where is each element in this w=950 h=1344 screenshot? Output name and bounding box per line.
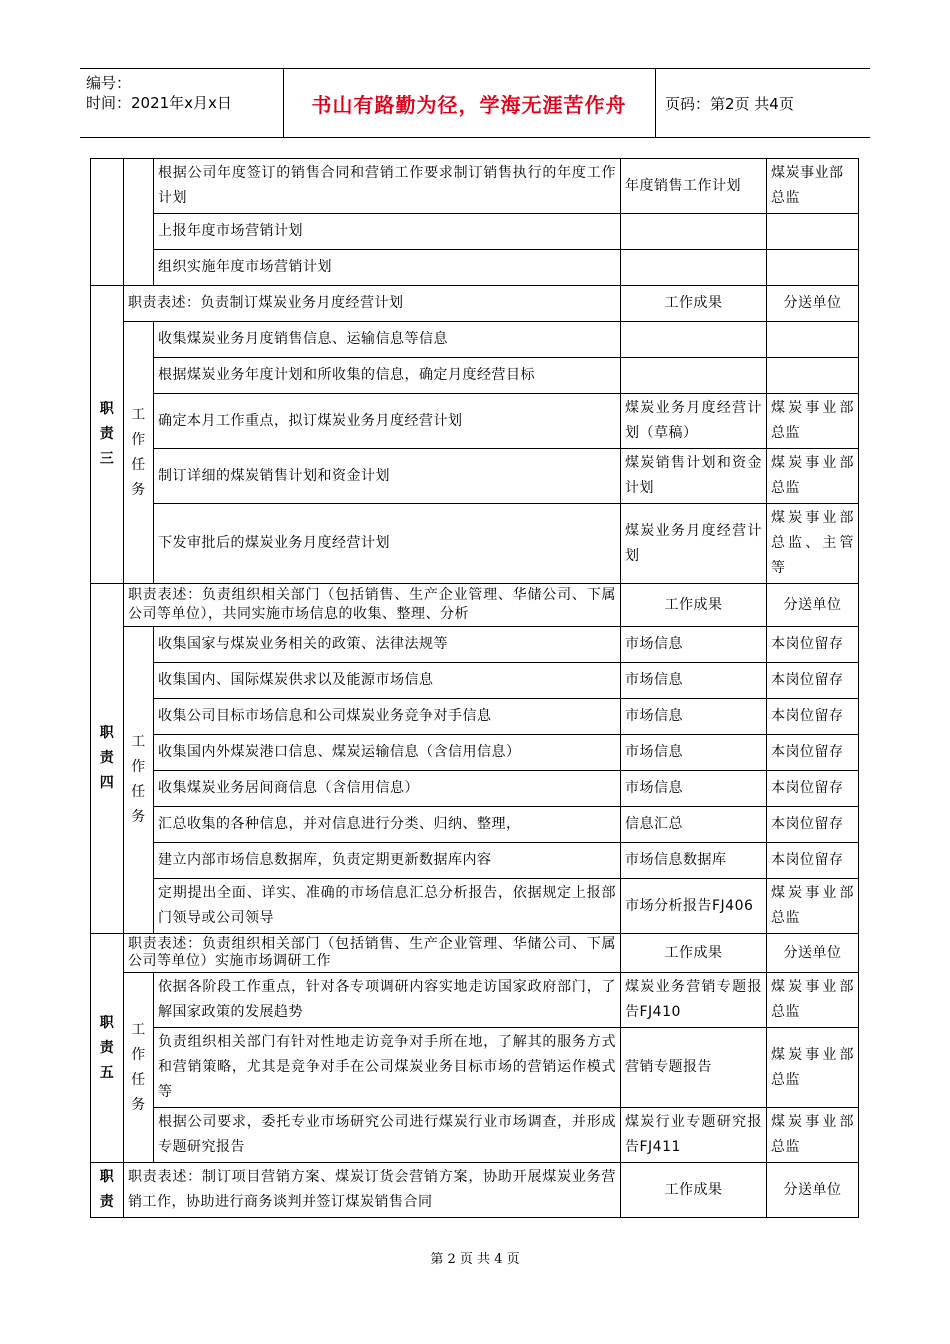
work-result-header: 工作成果: [621, 584, 767, 627]
result-cell: 年度销售工作计划: [621, 159, 767, 214]
result-cell: [621, 250, 767, 286]
distribution-header: 分送单位: [767, 286, 859, 322]
task-cell: 确定本月工作重点，拟订煤炭业务月度经营计划: [154, 394, 621, 449]
task-cell: 收集国内外煤炭港口信息、煤炭运输信息（含信用信息）: [154, 735, 621, 771]
table-row: [91, 735, 859, 771]
task-cell: 根据煤炭业务年度计划和所收集的信息，确定月度经营目标: [154, 358, 621, 394]
duty-description-row: [91, 584, 859, 627]
task-cell: 负责组织相关部门有针对性地走访竞争对手所在地，了解其的服务方式和营销策略，尤其是竞争对手在公司煤炭业务目标市场的营销运作模式等: [154, 1028, 621, 1108]
duty-title: 职责四: [99, 725, 115, 791]
task-cell: 汇总收集的各种信息，并对信息进行分类、归纳、整理，: [154, 807, 621, 843]
duty-description-row: [91, 286, 859, 322]
duty-title-cell: [91, 584, 124, 934]
table-row: [91, 1028, 859, 1108]
table-row: [91, 663, 859, 699]
work-result-header: 工作成果: [621, 286, 767, 322]
page-header: [80, 68, 870, 138]
task-cell: 收集煤炭业务居间商信息（含信用信息）: [154, 771, 621, 807]
result-cell: [621, 322, 767, 358]
work-result-header: 工作成果: [621, 1163, 767, 1218]
table-row: [91, 843, 859, 879]
result-cell: 煤炭行业专题研究报告FJ411: [621, 1108, 767, 1163]
header-page-number: 页码：第2页 共4页: [665, 94, 794, 113]
document-time-label: 时间：2021年x月x日: [86, 94, 232, 112]
duty-description: 职责表述：负责组织相关部门（包括销售、生产企业管理、华储公司、下属公司等单位），共同实施市场信息的收集、整理、分析: [124, 584, 621, 627]
result-cell: 市场信息: [621, 699, 767, 735]
distribution-cell: 本岗位留存: [767, 771, 859, 807]
distribution-header: 分送单位: [767, 584, 859, 627]
task-label-cell: [124, 159, 154, 286]
task-cell: 组织实施年度市场营销计划: [154, 250, 621, 286]
header-meta: [86, 73, 232, 113]
distribution-cell: 煤炭事业部总监: [767, 159, 859, 214]
result-cell: 营销专题报告: [621, 1028, 767, 1108]
task-cell: 根据公司要求，委托专业市场研究公司进行煤炭行业市场调查，并形成专题研究报告: [154, 1108, 621, 1163]
task-cell: 定期提出全面、详实、准确的市场信息汇总分析报告，依据规定上报部门领导或公司领导: [154, 879, 621, 934]
header-divider: [655, 69, 656, 137]
distribution-cell: 煤炭事业部总监: [767, 879, 859, 934]
distribution-cell: [767, 322, 859, 358]
result-cell: [621, 358, 767, 394]
result-cell: 煤炭业务月度经营计划: [621, 504, 767, 584]
task-cell: 制订详细的煤炭销售计划和资金计划: [154, 449, 621, 504]
distribution-cell: 煤炭事业部总监: [767, 973, 859, 1028]
result-cell: 市场信息: [621, 771, 767, 807]
task-cell: 建立内部市场信息数据库，负责定期更新数据库内容: [154, 843, 621, 879]
work-tasks-label: 工作任务: [131, 734, 146, 825]
task-cell: 下发审批后的煤炭业务月度经营计划: [154, 504, 621, 584]
distribution-cell: 本岗位留存: [767, 627, 859, 663]
duty-title-cell: [91, 934, 124, 1163]
result-cell: 煤炭业务月度经营计划（草稿）: [621, 394, 767, 449]
result-cell: 市场信息: [621, 627, 767, 663]
distribution-header: 分送单位: [767, 1163, 859, 1218]
duty-table: [90, 158, 859, 1218]
duty-description: 职责表述：负责制订煤炭业务月度经营计划: [124, 286, 621, 322]
table-row: [91, 214, 859, 250]
duty-title-cell: [91, 1163, 124, 1218]
table-row: [91, 358, 859, 394]
distribution-cell: 煤炭事业部总监: [767, 394, 859, 449]
duty-description-row: [91, 1163, 859, 1218]
table-row: [91, 879, 859, 934]
table-row: [91, 771, 859, 807]
table-row: [91, 159, 859, 214]
duty-description-row: [91, 934, 859, 973]
result-cell: [621, 214, 767, 250]
table-row: [91, 394, 859, 449]
task-cell: 收集煤炭业务月度销售信息、运输信息等信息: [154, 322, 621, 358]
document-number-label: 编号：: [86, 74, 132, 92]
distribution-cell: 本岗位留存: [767, 807, 859, 843]
duty-title: 职责: [99, 1169, 115, 1210]
distribution-cell: 煤炭事业部总监: [767, 1108, 859, 1163]
distribution-cell: [767, 250, 859, 286]
distribution-cell: [767, 358, 859, 394]
task-label-cell: [124, 322, 154, 584]
table-row: [91, 699, 859, 735]
work-tasks-label: 工作任务: [131, 1021, 146, 1113]
work-tasks-label: 工作任务: [131, 406, 146, 498]
result-cell: 市场信息: [621, 735, 767, 771]
duty-title-cell: [91, 159, 124, 286]
duty-title-cell: [91, 286, 124, 584]
distribution-cell: [767, 214, 859, 250]
result-cell: 市场信息数据库: [621, 843, 767, 879]
result-cell: 市场信息: [621, 663, 767, 699]
task-label-cell: [124, 973, 154, 1163]
work-result-header: 工作成果: [621, 934, 767, 973]
result-cell: 煤炭业务营销专题报告FJ410: [621, 973, 767, 1028]
table-row: [91, 807, 859, 843]
result-cell: 信息汇总: [621, 807, 767, 843]
table-row: [91, 250, 859, 286]
result-cell: 市场分析报告FJ406: [621, 879, 767, 934]
distribution-cell: 本岗位留存: [767, 735, 859, 771]
task-cell: 依据各阶段工作重点，针对各专项调研内容实地走访国家政府部门，了解国家政策的发展趋势: [154, 973, 621, 1028]
task-cell: 收集公司目标市场信息和公司煤炭业务竞争对手信息: [154, 699, 621, 735]
task-label-cell: [124, 627, 154, 934]
task-cell: 上报年度市场营销计划: [154, 214, 621, 250]
task-cell: 收集国内、国际煤炭供求以及能源市场信息: [154, 663, 621, 699]
table-row: [91, 973, 859, 1028]
distribution-cell: 煤炭事业部总监: [767, 449, 859, 504]
page-footer: 第 2 页 共 4 页: [430, 1252, 520, 1267]
table-row: [91, 1108, 859, 1163]
duty-title: 职责五: [99, 1014, 115, 1081]
header-motto: 书山有路勤为径，学海无涯苦作舟: [311, 92, 627, 117]
table-row: [91, 504, 859, 584]
duty-title: 职责三: [99, 401, 115, 467]
task-cell: 收集国家与煤炭业务相关的政策、法律法规等: [154, 627, 621, 663]
distribution-cell: 本岗位留存: [767, 843, 859, 879]
distribution-header: 分送单位: [767, 934, 859, 973]
table-row: [91, 322, 859, 358]
duty-description: 职责表述：负责组织相关部门（包括销售、生产企业管理、华储公司、下属公司等单位）实施市场调研工作: [124, 934, 621, 973]
task-cell: 根据公司年度签订的销售合同和营销工作要求制订销售执行的年度工作计划: [154, 159, 621, 214]
distribution-cell: 本岗位留存: [767, 699, 859, 735]
distribution-cell: 本岗位留存: [767, 663, 859, 699]
distribution-cell: 煤炭事业部总监、主管等: [767, 504, 859, 584]
distribution-cell: 煤炭事业部总监: [767, 1028, 859, 1108]
duty-description: 职责表述：制订项目营销方案、煤炭订货会营销方案，协助开展煤炭业务营销工作，协助进行商务谈判并签订煤炭销售合同: [124, 1163, 621, 1218]
table-row: [91, 627, 859, 663]
result-cell: 煤炭销售计划和资金计划: [621, 449, 767, 504]
table-row: [91, 449, 859, 504]
